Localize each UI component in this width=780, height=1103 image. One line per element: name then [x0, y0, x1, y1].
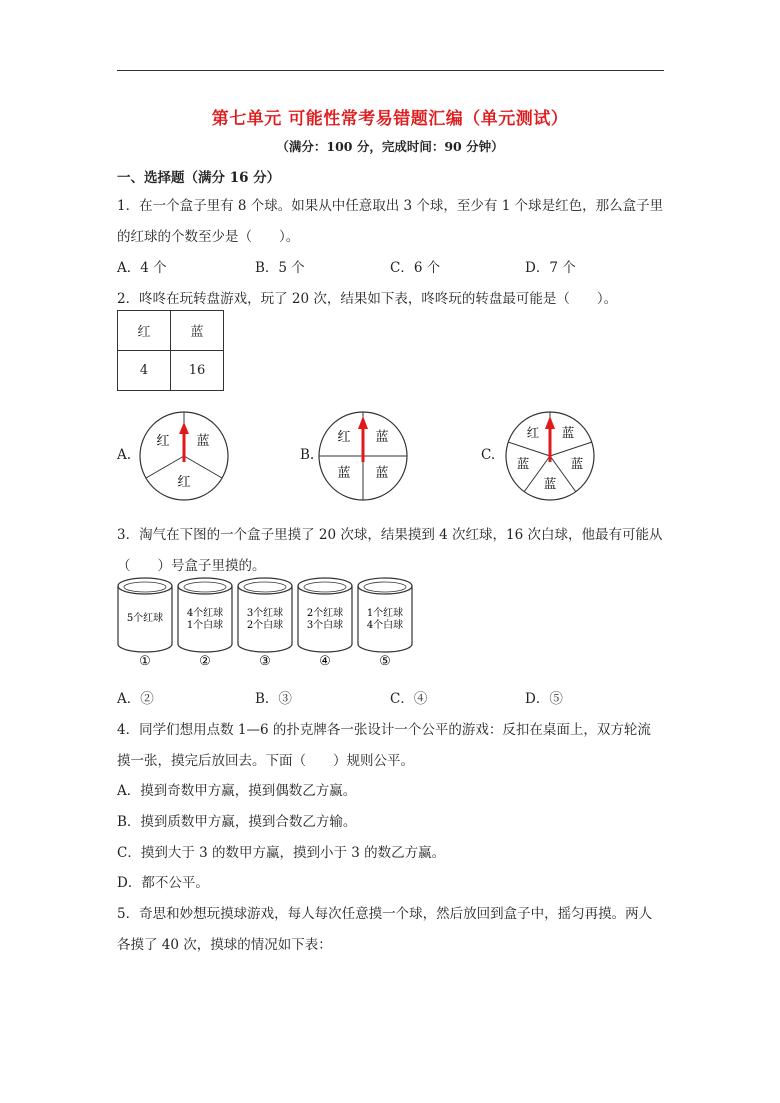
spinner-a-sector-label: 红	[177, 475, 191, 490]
box-4-content: 3个白球	[306, 620, 344, 631]
table-value-red: 4	[118, 351, 171, 391]
spinner-c-sector-label: 蓝	[543, 476, 557, 491]
q4-text-line1: 4．同学们想用点数 1—6 的扑克牌各一张设计一个公平的游戏：反扣在桌面上，双方轮流	[117, 722, 651, 738]
spinner-a-sector-label: 红	[156, 434, 170, 449]
spinner-c-sector-label: 红	[526, 425, 540, 440]
table-row	[118, 351, 224, 391]
q1-option-a: A．4 个	[117, 260, 167, 276]
box-2-content: 4个红球	[186, 608, 224, 619]
q1-option-d: D．7 个	[525, 260, 576, 276]
q4-text-line2: 摸一张，摸完后放回去。下面（ ）规则公平。	[117, 753, 414, 769]
q2-text-line1: 2．咚咚在玩转盘游戏，玩了 20 次，结果如下表，咚咚玩的转盘最可能是（ ）。	[117, 291, 618, 307]
box-4-content: 2个红球	[306, 608, 344, 619]
box-2-content: 1个白球	[186, 620, 224, 631]
box-1	[118, 578, 172, 668]
q4-option-d: D．都不公平。	[117, 875, 209, 891]
q1-option-b: B．5 个	[255, 260, 305, 276]
q3-option-b: B．③	[255, 691, 292, 707]
header-rule	[117, 70, 664, 71]
q2-result-table	[117, 310, 224, 391]
q4-option-c: C．摸到大于 3 的数甲方赢，摸到小于 3 的数乙方赢。	[117, 845, 446, 861]
box-2-number: ②	[199, 654, 211, 668]
spinner-b	[315, 408, 411, 504]
spinner-c-sector-label: 蓝	[570, 456, 584, 471]
q2-option-a-label: A.	[117, 447, 132, 463]
spinner-b-sector-label: 蓝	[337, 466, 351, 481]
box-4-number: ④	[319, 654, 331, 668]
spinner-a-sector-label: 蓝	[196, 434, 210, 449]
box-5	[358, 578, 412, 668]
q2-option-b-label: B.	[300, 447, 315, 463]
table-header-blue: 蓝	[171, 311, 224, 351]
spinner-arrow-head-icon	[545, 416, 555, 429]
spinner-b-sector-label: 蓝	[375, 466, 389, 481]
ball-boxes-figure	[115, 576, 415, 668]
section-heading: 一、选择题（满分 16 分）	[117, 170, 281, 186]
spinner-c-sector-label: 蓝	[561, 425, 575, 440]
table-row	[118, 311, 224, 351]
q5-text-line2: 各摸了 40 次，摸球的情况如下表：	[117, 937, 332, 953]
q3-text-line1: 3．淘气在下图的一个盒子里摸了 20 次球，结果摸到 4 次红球，16 次白球，他最有可能从	[117, 527, 663, 543]
box-5-content: 1个红球	[366, 608, 404, 619]
q1-text-line1: 1．在一个盒子里有 8 个球。如果从中任意取出 3 个球，至少有 1 个球是红色，那么盒子里	[117, 198, 664, 214]
spinner-arrow-head-icon	[179, 422, 189, 434]
box-4	[298, 578, 352, 668]
box-5-number: ⑤	[379, 654, 391, 668]
box-1-number: ①	[139, 654, 151, 668]
box-1-content: 5个红球	[126, 613, 164, 624]
spinner-arrow-head-icon	[358, 416, 368, 429]
q1-option-c: C．6 个	[390, 260, 441, 276]
spinner-c	[502, 408, 598, 504]
spinner-b-sector-label: 红	[337, 430, 351, 445]
table-header-red: 红	[118, 311, 171, 351]
q1-text-line2: 的红球的个数至少是（ ）。	[117, 229, 300, 245]
q3-text-line2: （ ）号盒子里摸的。	[117, 558, 266, 574]
box-5-content: 4个白球	[366, 620, 404, 631]
q5-text-line1: 5．奇思和妙想玩摸球游戏，每人每次任意摸一个球，然后放回到盒子中，摇匀再摸。两人	[117, 906, 653, 922]
spinner-c-divider	[550, 442, 592, 456]
box-3-content: 2个白球	[246, 620, 284, 631]
box-3-number: ③	[259, 654, 271, 668]
spinner-b-sector-label: 蓝	[375, 430, 389, 445]
spinner-c-divider	[508, 442, 550, 456]
q3-option-a: A．②	[117, 691, 154, 707]
box-3	[238, 578, 292, 668]
spinner-a	[136, 408, 232, 504]
table-value-blue: 16	[171, 351, 224, 391]
q3-option-d: D．⑤	[525, 691, 563, 707]
page-subtitle: （满分：100 分，完成时间：90 分钟）	[276, 139, 504, 154]
q4-option-a: A．摸到奇数甲方赢，摸到偶数乙方赢。	[117, 783, 357, 799]
box-2	[178, 578, 232, 668]
spinner-c-sector-label: 蓝	[516, 456, 530, 471]
page-title: 第七单元 可能性常考易错题汇编（单元测试）	[211, 109, 569, 129]
q4-option-b: B．摸到质数甲方赢，摸到合数乙方输。	[117, 814, 357, 830]
box-3-content: 3个红球	[246, 608, 284, 619]
q3-option-c: C．④	[390, 691, 428, 707]
q2-option-c-label: C.	[481, 447, 496, 463]
